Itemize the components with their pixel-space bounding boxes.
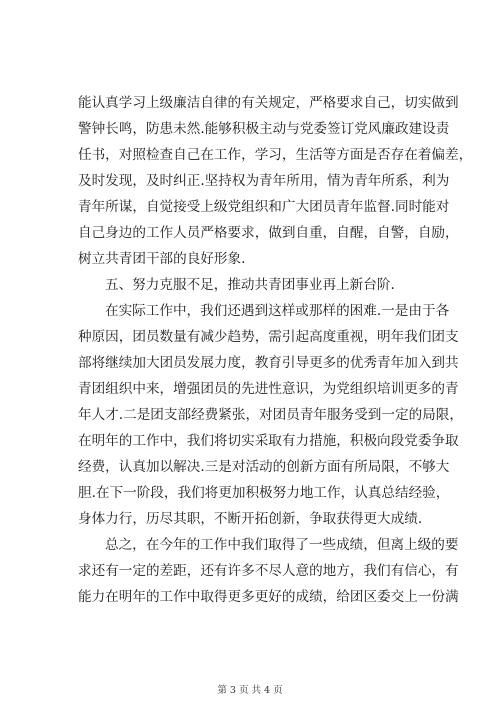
body-text-line: 自己身边的工作人员严格要求，做到自重，自醒，自警，自励， [78,225,459,241]
body-text-line: 身体力行，历尽其职，不断开拓创新，争取获得更大成绩. [78,511,423,527]
body-text-line: 树立共青团干部的良好形象. [78,251,246,267]
body-text-line: 青团组织中来，增强团员的先进性意识，为党组织培训更多的青 [78,381,459,397]
page-number-footer: 第 3 页 共 4 页 [217,685,283,696]
body-text-line: 求还有一定的差距，还有许多不尽人意的地方，我们有信心，有 [78,563,459,579]
body-text-line: 总之，在今年的工作中我们取得了一些成绩，但离上级的要 [105,537,459,553]
body-text-line: 及时发现，及时纠正.坚持权为青年所用，情为青年所系，利为 [78,173,450,189]
body-text-line: 能力在明年的工作中取得更多更好的成绩，给团区委交上一份满 [78,589,459,605]
body-text-line: 经费，认真加以解决.三是对活动的创新方面有所局限，不够大 [78,459,450,475]
body-text-line: 能认真学习上级廉洁自律的有关规定，严格要求自己，切实做到 [78,95,459,111]
body-text-line: 警钟长鸣，防患未然.能够积极主动与党委签订党风廉政建设责 [78,121,450,137]
body-text-line: 在实际工作中，我们还遇到这样或那样的困难.一是由于各 [105,303,450,319]
body-text-line: 青年所谋，自觉接受上级党组织和广大团员青年监督.同时能对 [78,199,450,215]
body-text-line: 胆.在下一阶段，我们将更加积极努力地工作，认真总结经验， [78,485,450,501]
section-heading: 五、努力克服不足，推动共青团事业再上新台阶. [105,277,395,293]
body-text-line: 在明年的工作中，我们将切实采取有力措施，积极向段党委争取 [78,433,459,449]
body-text-line: 任书，对照检查自己在工作，学习，生活等方面是否存在着偏差， [78,147,473,163]
body-text-line: 年人才.二是团支部经费紧张，对团员青年服务受到一定的局限， [78,407,463,423]
body-text-line: 种原因，团员数量有减少趋势，需引起高度重视，明年我们团支 [78,329,459,345]
body-text-line: 部将继续加大团员发展力度，教育引导更多的优秀青年加入到共 [78,355,459,371]
